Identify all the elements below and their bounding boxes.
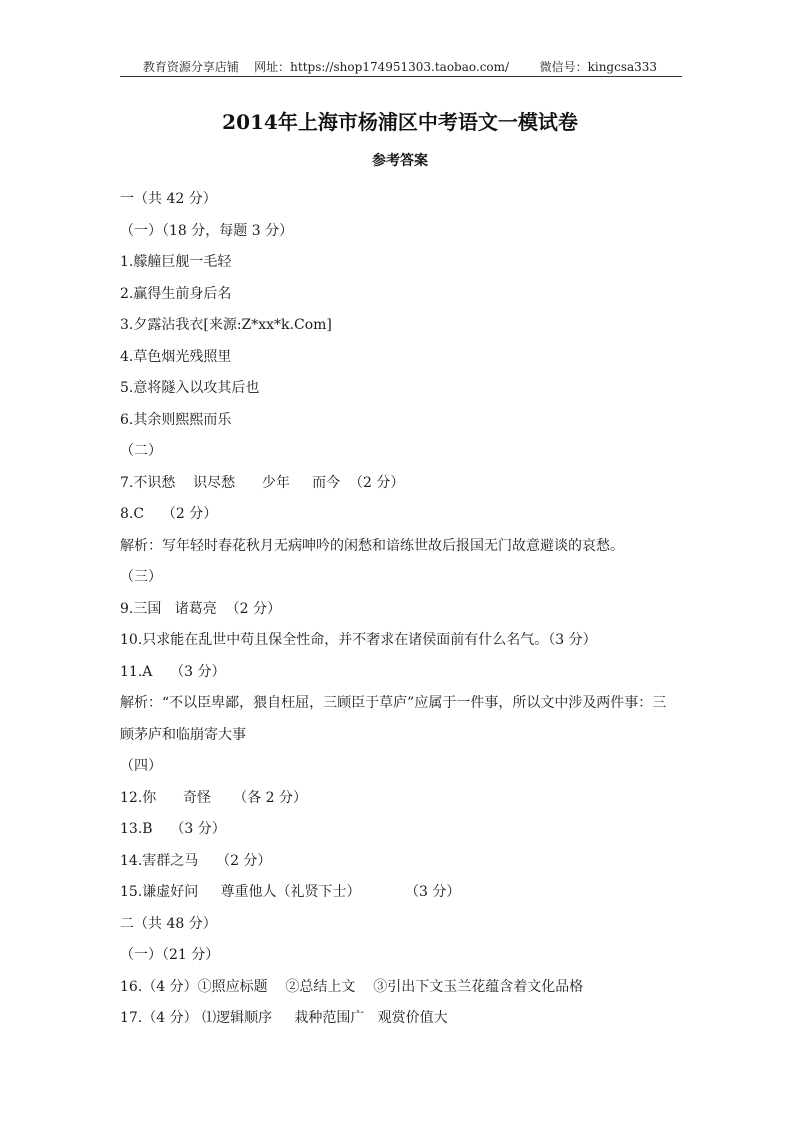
answer-line: 9.三国 诸葛亮 （2 分） (120, 600, 281, 617)
answer-line: （二） (120, 443, 162, 459)
page-header: 教育资源分享店铺 网址：https://shop174951303.taobao.com/ 微信号：kingcsa333 (142, 60, 658, 74)
answer-line: 10.只求能在乱世中苟且保全性命，并不奢求在诸侯面前有什么名气。（3 分） (120, 632, 597, 648)
answer-line: （一）（21 分） (120, 947, 220, 963)
answer-line: 解析：写年轻时春花秋月无病呻吟的闲愁和谙练世故后报国无门故意避谈的哀愁。 (120, 537, 624, 554)
header-divider (120, 76, 682, 77)
answer-line: 4.草色烟光残照里 (120, 348, 232, 365)
answer-content (120, 184, 682, 1035)
answer-line: 解析：“不以臣卑鄙，猥自枉屈，三顾臣于草庐”应属于一件事，所以文中涉及两件事：三 (120, 695, 667, 711)
answer-line: 14.害群之马 （2 分） (120, 852, 272, 869)
answer-line: 11.A （3 分） (120, 663, 226, 680)
answer-line: 2.赢得生前身后名 (120, 285, 232, 302)
answer-line: 5.意将隧入以攻其后也 (120, 380, 260, 396)
answer-line: 17.（4 分） ⑴逻辑顺序 栽种范围广 观赏价值大 (120, 1010, 448, 1026)
answer-line: 顾茅庐和临崩寄大事 (120, 726, 246, 743)
answer-line: （一）（18 分，每题 3 分） (120, 222, 294, 239)
document-title: 2014年上海市杨浦区中考语文一模试卷 (222, 110, 578, 134)
answer-line: （三） (120, 569, 162, 585)
answer-line: 12.你 奇怪 （各 2 分） (120, 789, 308, 806)
answer-line: 15.谦虚好问 尊重他人（礼贤下士） （3 分） (120, 884, 461, 900)
answer-line: 二（共 48 分） (120, 915, 217, 932)
answer-line: 8.C （2 分） (120, 506, 218, 522)
answer-line: 6.其余则熙熙而乐 (120, 411, 232, 428)
answer-line: 一（共 42 分） (120, 191, 217, 207)
answer-line: 1.艨艟巨舰一毛轻 (120, 254, 232, 270)
answer-line: 13.B （3 分） (120, 821, 226, 837)
answer-line: 3.夕露沾我衣[来源:Z*xx*k.Com] (120, 317, 332, 333)
document-subtitle: 参考答案 (372, 153, 428, 169)
answer-line: 7.不识愁 识尽愁 少年 而今 （2 分） (120, 474, 405, 491)
answer-line: 16.（4 分）①照应标题 ②总结上文 ③引出下文玉兰花蕴含着文化品格 (120, 978, 584, 995)
answer-line: （四） (120, 758, 162, 774)
